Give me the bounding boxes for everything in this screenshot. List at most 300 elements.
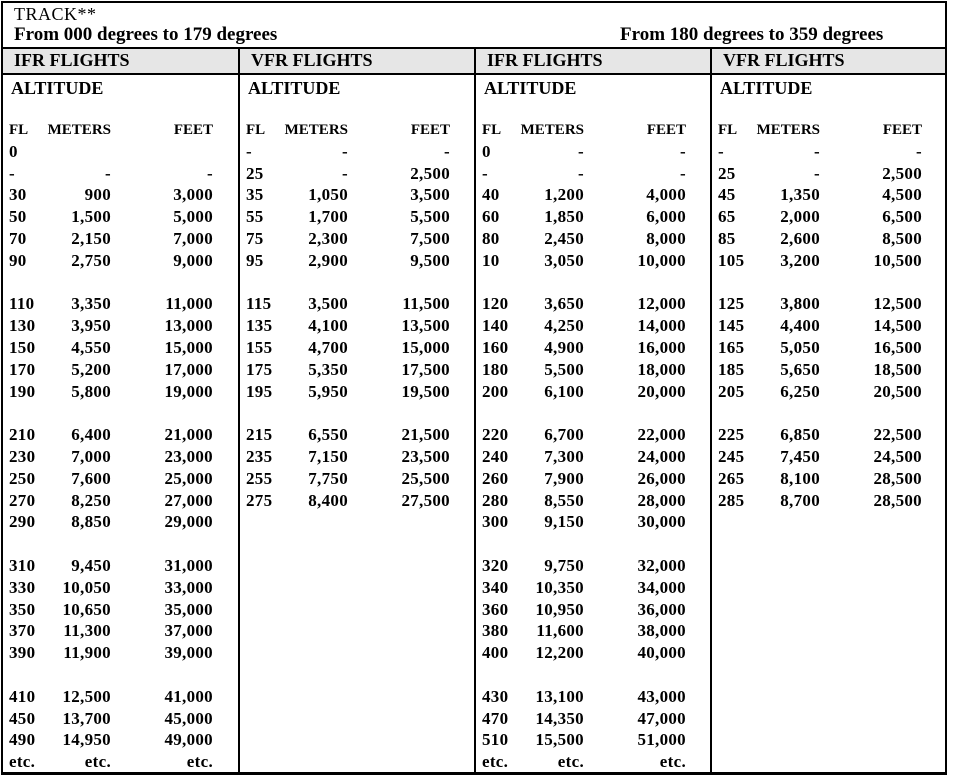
table-row: [712, 381, 922, 403]
feet-cell: 25,500: [401, 468, 450, 488]
feet-cell: [820, 403, 922, 425]
fl-cell: 510: [482, 730, 509, 750]
feet-cell: 25,000: [164, 468, 213, 488]
meters-cell: etc.: [557, 752, 584, 772]
fl-cell: 0: [482, 141, 491, 161]
fl-cell: 240: [482, 447, 509, 467]
feet-cell: [584, 664, 686, 686]
table-row: [712, 446, 922, 468]
table-row: [3, 446, 213, 468]
altitude-label: ALTITUDE: [484, 78, 577, 98]
meters-cell: 8,850: [71, 512, 111, 532]
fl-cell: 340: [482, 577, 509, 597]
meters-cell: 12,200: [535, 643, 584, 663]
table-row: [3, 490, 213, 512]
fl-cell: 245: [718, 447, 745, 467]
column-ifr-left: [3, 75, 238, 775]
feet-cell: etc.: [659, 752, 686, 772]
table-row: [476, 751, 686, 773]
feet-cell: 35,000: [164, 599, 213, 619]
fl-cell: 125: [718, 294, 745, 314]
meters-cell: 1,200: [544, 185, 584, 205]
feet-cell: 14,000: [637, 316, 686, 336]
feet-cell: 15,000: [401, 338, 450, 358]
table-row: [712, 294, 922, 316]
table-row: [3, 359, 213, 381]
table-row: [3, 686, 213, 708]
feet-cell: 16,500: [873, 338, 922, 358]
fl-cell: [3, 664, 47, 686]
meters-cell: 5,800: [71, 381, 111, 401]
fl-header: FL: [246, 121, 266, 138]
meters-cell: 3,050: [544, 250, 584, 270]
fl-cell: 50: [9, 207, 27, 227]
feet-cell: 45,000: [164, 708, 213, 728]
meters-cell: 4,700: [308, 338, 348, 358]
feet-cell: 12,000: [637, 294, 686, 314]
meters-cell: 12,500: [62, 686, 111, 706]
feet-cell: 7,000: [173, 229, 213, 249]
fl-cell: 60: [482, 207, 500, 227]
meters-cell: [520, 664, 584, 686]
table-row: [3, 228, 213, 250]
meters-cell: 10,950: [535, 599, 584, 619]
table-row: [240, 424, 450, 446]
table-row: [3, 250, 213, 272]
meters-cell: 7,900: [544, 468, 584, 488]
feet-cell: 18,000: [637, 359, 686, 379]
table-row: [712, 359, 922, 381]
meters-cell: [47, 664, 111, 686]
meters-cell: 15,500: [535, 730, 584, 750]
fl-cell: 160: [482, 338, 509, 358]
fl-cell: 180: [482, 359, 509, 379]
feet-cell: -: [680, 163, 686, 183]
fl-cell: [712, 272, 756, 294]
meters-cell: 7,750: [308, 468, 348, 488]
meters-cell: 6,400: [71, 425, 111, 445]
table-row: [476, 381, 686, 403]
fl-cell: 260: [482, 468, 509, 488]
meters-cell: [520, 403, 584, 425]
altitude-columns: [3, 75, 945, 775]
meters-cell: 900: [84, 185, 111, 205]
feet-cell: 30,000: [637, 512, 686, 532]
meters-cell: [47, 141, 111, 163]
feet-cell: [111, 664, 213, 686]
fl-cell: 430: [482, 686, 509, 706]
feet-cell: 2,500: [882, 163, 922, 183]
feet-cell: 33,000: [164, 577, 213, 597]
meters-cell: [47, 533, 111, 555]
meters-cell: [47, 403, 111, 425]
table-row: [476, 141, 686, 163]
meters-cell: 9,450: [71, 556, 111, 576]
column-header-row: [712, 119, 922, 141]
fl-cell: 75: [246, 229, 264, 249]
table-row: [712, 424, 922, 446]
table-row: [476, 577, 686, 599]
fl-cell: 320: [482, 556, 509, 576]
table-row: [476, 730, 686, 752]
fl-cell: 120: [482, 294, 509, 314]
feet-cell: 15,000: [164, 338, 213, 358]
feet-cell: -: [207, 163, 213, 183]
feet-cell: 40,000: [637, 643, 686, 663]
fl-cell: 155: [246, 338, 273, 358]
meters-cell: -: [105, 163, 111, 183]
fl-cell: 470: [482, 708, 509, 728]
table-row: [240, 294, 450, 316]
feet-cell: 3,000: [173, 185, 213, 205]
feet-cell: etc.: [186, 752, 213, 772]
table-row: [240, 490, 450, 512]
table-row: [3, 555, 213, 577]
meters-cell: 13,700: [62, 708, 111, 728]
table-row: [476, 708, 686, 730]
feet-cell: 23,000: [164, 447, 213, 467]
fl-header: FL: [482, 121, 502, 138]
table-row: [240, 141, 450, 163]
feet-cell: 19,000: [164, 381, 213, 401]
meters-cell: -: [578, 163, 584, 183]
feet-cell: 7,500: [410, 229, 450, 249]
table-row: [476, 621, 686, 643]
table-row: [476, 163, 686, 185]
fl-cell: 310: [9, 556, 36, 576]
fl-cell: 85: [718, 229, 736, 249]
fl-cell: [3, 272, 47, 294]
meters-cell: 1,850: [544, 207, 584, 227]
table-row: [712, 141, 922, 163]
meters-cell: 4,100: [308, 316, 348, 336]
title-block: [3, 3, 945, 49]
feet-cell: [111, 403, 213, 425]
table-row: [3, 381, 213, 403]
table-row: [712, 315, 922, 337]
table-row: [240, 381, 450, 403]
meters-cell: 3,950: [71, 316, 111, 336]
meters-cell: 2,900: [308, 250, 348, 270]
meters-cell: 5,050: [780, 338, 820, 358]
flight-rule-band: [3, 49, 945, 75]
table-row: [3, 642, 213, 664]
fl-cell: 0: [9, 141, 18, 161]
fl-cell: 370: [9, 621, 36, 641]
flight-rule-header-ifr-left: IFR FLIGHTS: [14, 50, 130, 70]
fl-cell: 235: [246, 447, 273, 467]
fl-cell: 285: [718, 490, 745, 510]
fl-cell: [3, 403, 47, 425]
fl-cell: [476, 664, 520, 686]
altitude-label: ALTITUDE: [248, 78, 341, 98]
fl-cell: 175: [246, 359, 273, 379]
feet-cell: 9,500: [410, 250, 450, 270]
track-range-000-179: From 000 degrees to 179 degrees: [14, 24, 278, 45]
fl-cell: 220: [482, 425, 509, 445]
meters-cell: 9,750: [544, 556, 584, 576]
table-row: [476, 315, 686, 337]
table-row: [240, 359, 450, 381]
table-row: [712, 228, 922, 250]
table-row: [3, 163, 213, 185]
fl-cell: [476, 403, 520, 425]
table-row: [476, 228, 686, 250]
feet-cell: 36,000: [637, 599, 686, 619]
feet-cell: -: [916, 141, 922, 161]
feet-cell: 38,000: [637, 621, 686, 641]
feet-cell: 22,000: [637, 425, 686, 445]
meters-cell: 5,650: [780, 359, 820, 379]
feet-cell: [111, 533, 213, 555]
feet-cell: -: [680, 141, 686, 161]
feet-cell: 6,500: [882, 207, 922, 227]
fl-cell: 195: [246, 381, 273, 401]
column-header-row: [3, 119, 213, 141]
meters-cell: 10,350: [535, 577, 584, 597]
fl-cell: 290: [9, 512, 36, 532]
feet-cell: [584, 272, 686, 294]
meters-cell: 4,250: [544, 316, 584, 336]
feet-header: FEET: [882, 121, 922, 138]
feet-cell: 28,500: [873, 468, 922, 488]
meters-cell: 4,400: [780, 316, 820, 336]
feet-cell: 20,500: [873, 381, 922, 401]
table-row: [476, 250, 686, 272]
fl-cell: 165: [718, 338, 745, 358]
feet-cell: 6,000: [646, 207, 686, 227]
meters-cell: 7,450: [780, 447, 820, 467]
table-row: [3, 141, 213, 163]
meters-cell: 3,500: [308, 294, 348, 314]
table-row: [476, 533, 686, 555]
feet-cell: 24,500: [873, 447, 922, 467]
meters-cell: 5,950: [308, 381, 348, 401]
fl-cell: -: [246, 141, 252, 161]
fl-cell: 150: [9, 338, 36, 358]
fl-cell: 80: [482, 229, 500, 249]
table-row: [476, 642, 686, 664]
feet-cell: 11,000: [165, 294, 213, 314]
fl-cell: 55: [246, 207, 264, 227]
meters-cell: 8,550: [544, 490, 584, 510]
fl-cell: 300: [482, 512, 509, 532]
feet-cell: 21,000: [164, 425, 213, 445]
table-row: [3, 512, 213, 534]
feet-cell: 17,000: [164, 359, 213, 379]
fl-cell: 25: [718, 163, 736, 183]
feet-cell: [111, 272, 213, 294]
meters-cell: 11,900: [63, 643, 111, 663]
feet-cell: [820, 272, 922, 294]
meters-cell: etc.: [84, 752, 111, 772]
meters-cell: 5,350: [308, 359, 348, 379]
table-row: [712, 185, 922, 207]
table-row: [3, 664, 213, 686]
fl-cell: 40: [482, 185, 500, 205]
feet-cell: 20,000: [637, 381, 686, 401]
table-row: [240, 272, 450, 294]
meters-cell: 2,450: [544, 229, 584, 249]
fl-cell: 90: [9, 250, 27, 270]
fl-cell: 25: [246, 163, 264, 183]
fl-cell: 35: [246, 185, 264, 205]
meters-cell: 6,700: [544, 425, 584, 445]
meters-cell: 1,350: [780, 185, 820, 205]
feet-cell: 5,000: [173, 207, 213, 227]
meters-cell: 9,150: [544, 512, 584, 532]
table-row: [476, 512, 686, 534]
feet-cell: 4,500: [882, 185, 922, 205]
fl-cell: -: [482, 163, 488, 183]
feet-cell: 3,500: [410, 185, 450, 205]
meters-cell: 11,300: [63, 621, 111, 641]
fl-header: FL: [718, 121, 738, 138]
feet-cell: 47,000: [637, 708, 686, 728]
meters-cell: 3,650: [544, 294, 584, 314]
fl-cell: [712, 403, 756, 425]
table-row: [3, 185, 213, 207]
meters-cell: 6,850: [780, 425, 820, 445]
meters-cell: 6,250: [780, 381, 820, 401]
feet-header: FEET: [646, 121, 686, 138]
feet-cell: 13,000: [164, 316, 213, 336]
fl-cell: 200: [482, 381, 509, 401]
feet-cell: 43,000: [637, 686, 686, 706]
meters-cell: 7,150: [308, 447, 348, 467]
table-row: [3, 730, 213, 752]
fl-cell: 45: [718, 185, 736, 205]
fl-cell: 230: [9, 447, 36, 467]
meters-cell: [520, 272, 584, 294]
meters-cell: 10,650: [62, 599, 111, 619]
meters-cell: -: [814, 163, 820, 183]
table-row: [3, 751, 213, 773]
fl-cell: [3, 533, 47, 555]
table-row: [476, 359, 686, 381]
fl-cell: etc.: [482, 752, 509, 772]
feet-cell: 18,500: [873, 359, 922, 379]
meters-cell: 10,050: [62, 577, 111, 597]
meters-cell: 7,600: [71, 468, 111, 488]
feet-header: FEET: [410, 121, 450, 138]
feet-cell: 39,000: [164, 643, 213, 663]
table-row: [240, 206, 450, 228]
meters-header: METERS: [756, 121, 820, 138]
meters-cell: 8,250: [71, 490, 111, 510]
feet-cell: 17,500: [401, 359, 450, 379]
fl-cell: 140: [482, 316, 509, 336]
levels-table-vfr-right: [712, 119, 922, 512]
feet-cell: 22,500: [873, 425, 922, 445]
fl-cell: 450: [9, 708, 36, 728]
table-row: [476, 424, 686, 446]
column-vfr-right: [710, 75, 945, 775]
table-row: [240, 250, 450, 272]
meters-cell: 7,300: [544, 447, 584, 467]
feet-cell: 9,000: [173, 250, 213, 270]
meters-cell: 8,400: [308, 490, 348, 510]
table-row: [476, 403, 686, 425]
feet-cell: 10,000: [637, 250, 686, 270]
fl-cell: 380: [482, 621, 509, 641]
fl-cell: 250: [9, 468, 36, 488]
feet-cell: [348, 403, 450, 425]
table-row: [476, 185, 686, 207]
meters-cell: 8,100: [780, 468, 820, 488]
fl-cell: 360: [482, 599, 509, 619]
table-row: [240, 163, 450, 185]
meters-cell: 1,500: [71, 207, 111, 227]
meters-cell: 6,550: [308, 425, 348, 445]
flight-rule-header-vfr-left: VFR FLIGHTS: [238, 49, 474, 73]
fl-cell: 130: [9, 316, 36, 336]
meters-cell: 5,200: [71, 359, 111, 379]
fl-cell: 70: [9, 229, 27, 249]
meters-header: METERS: [520, 121, 584, 138]
meters-cell: -: [578, 141, 584, 161]
feet-cell: -: [444, 141, 450, 161]
cruising-levels-table: [1, 1, 947, 775]
meters-cell: [756, 272, 820, 294]
table-row: [240, 468, 450, 490]
meters-cell: 4,900: [544, 338, 584, 358]
table-row: [240, 185, 450, 207]
feet-cell: 19,500: [401, 381, 450, 401]
table-row: [3, 403, 213, 425]
table-row: [476, 337, 686, 359]
meters-header: METERS: [47, 121, 111, 138]
meters-cell: 3,350: [71, 294, 111, 314]
table-row: [476, 599, 686, 621]
table-row: [3, 337, 213, 359]
feet-cell: 34,000: [637, 577, 686, 597]
meters-cell: 2,150: [71, 229, 111, 249]
meters-cell: 6,100: [544, 381, 584, 401]
table-row: [476, 446, 686, 468]
meters-cell: 5,500: [544, 359, 584, 379]
fl-cell: 95: [246, 250, 264, 270]
column-header-row: [240, 119, 450, 141]
fl-cell: 390: [9, 643, 36, 663]
feet-cell: 14,500: [873, 316, 922, 336]
table-row: [712, 468, 922, 490]
table-row: [476, 272, 686, 294]
feet-cell: 21,500: [401, 425, 450, 445]
meters-cell: [756, 403, 820, 425]
table-row: [476, 664, 686, 686]
fl-cell: -: [9, 163, 15, 183]
meters-cell: 7,000: [71, 447, 111, 467]
fl-cell: 255: [246, 468, 273, 488]
meters-cell: 2,300: [308, 229, 348, 249]
meters-cell: 4,550: [71, 338, 111, 358]
table-row: [240, 337, 450, 359]
table-row: [712, 337, 922, 359]
feet-header: FEET: [173, 121, 213, 138]
flight-rule-header-ifr-right: IFR FLIGHTS: [474, 49, 710, 73]
meters-cell: 13,100: [535, 686, 584, 706]
table-row: [476, 468, 686, 490]
table-row: [712, 250, 922, 272]
column-header-row: [476, 119, 686, 141]
track-range-180-359: From 180 degrees to 359 degrees: [620, 24, 884, 45]
feet-cell: 28,500: [873, 490, 922, 510]
fl-cell: 350: [9, 599, 36, 619]
table-row: [3, 708, 213, 730]
meters-cell: -: [342, 141, 348, 161]
feet-cell: 24,000: [637, 447, 686, 467]
